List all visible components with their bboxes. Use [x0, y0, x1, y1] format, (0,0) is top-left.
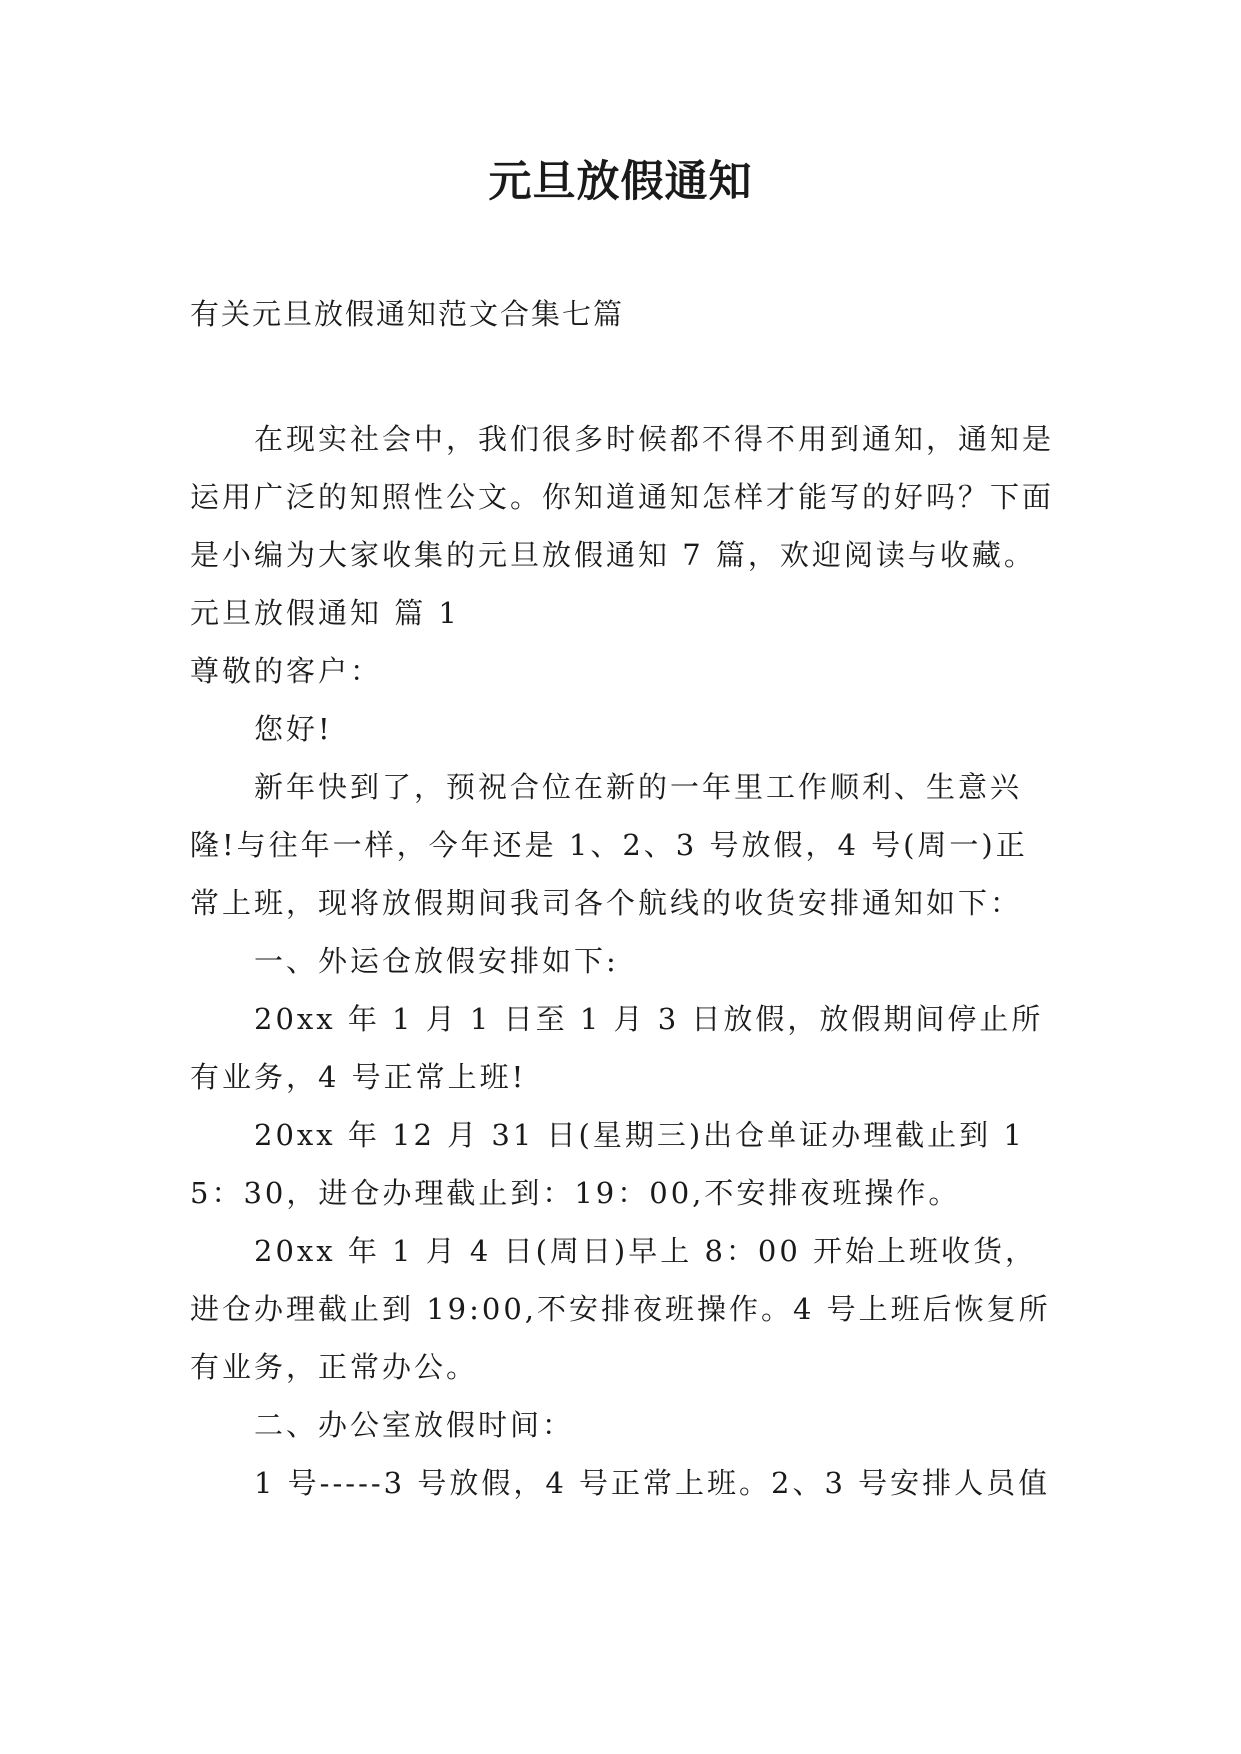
document-title: 元旦放假通知	[488, 157, 753, 207]
paragraph-jan-4: 20xx 年 1 月 4 日(周日)早上 8：00 开始上班收货，进仓办理截止到 19:00,不安排夜班操作。4 号上班后恢复所有业务，正常办公。	[190, 1234, 1051, 1384]
paragraph-holiday-dates: 20xx 年 1 月 1 日至 1 月 3 日放假，放假期间停止所有业务，4 号正常上班!	[190, 1002, 1044, 1094]
paragraph-intro: 在现实社会中，我们很多时候都不得不用到通知，通知是运用广泛的知照性公文。你知道通知怎样才能写的好吗？下面是小编为大家收集的元旦放假通知 7 篇，欢迎阅读与收藏。	[190, 422, 1055, 572]
item-heading-warehouse: 一、外运仓放假安排如下:	[254, 944, 619, 978]
salutation: 尊敬的客户：	[190, 654, 383, 688]
section-heading: 元旦放假通知 篇 1	[190, 596, 460, 630]
paragraph-dec-31: 20xx 年 12 月 31 日(星期三)出仓单证办理截止到 15：30，进仓办理截止到：19：00,不安排夜班操作。	[190, 1118, 1025, 1210]
document-body	[190, 410, 1056, 1512]
item-heading-office: 二、办公室放假时间：	[254, 1408, 575, 1442]
document-subtitle: 有关元旦放假通知范文合集七篇	[190, 297, 625, 331]
paragraph-office-schedule: 1 号-----3 号放假，4 号正常上班。2、3 号安排人员值	[254, 1466, 1051, 1500]
paragraph-new-year: 新年快到了，预祝合位在新的一年里工作顺利、生意兴隆!与往年一样，今年还是 1、2、3 号放假，4 号(周一)正常上班，现将放假期间我司各个航线的收货安排通知如下：	[190, 770, 1028, 920]
greeting: 您好!	[254, 712, 333, 746]
